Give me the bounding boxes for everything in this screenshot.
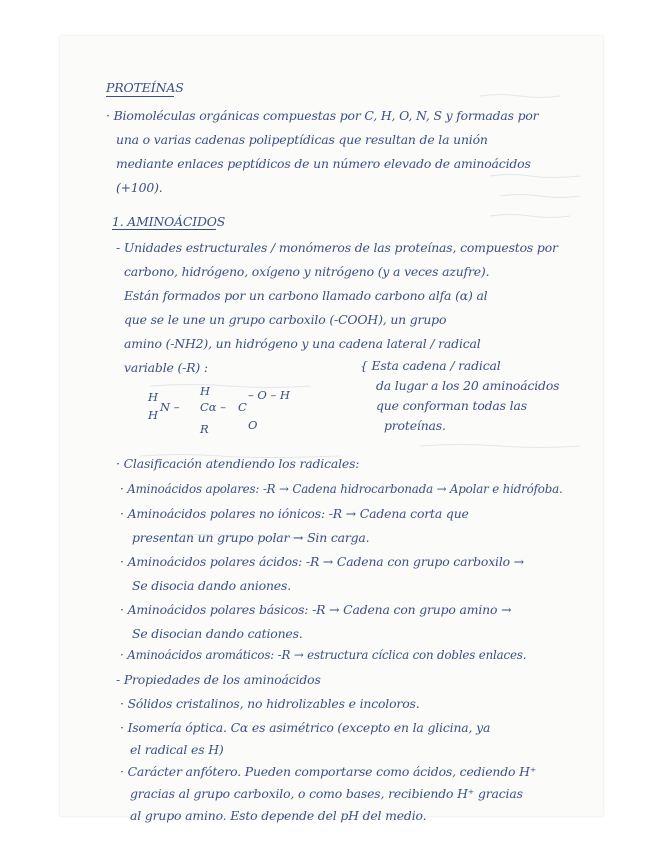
prop-line-2: · Isomería óptica. Cα es asimétrico (excepto en la glicina, ya: [120, 720, 491, 735]
note-line-4: proteínas.: [384, 418, 446, 433]
prop-line-6: al grupo amino. Esto depende del pH del medio.: [130, 808, 427, 823]
formula-c-alpha: Cα –: [200, 400, 226, 414]
intro-line-1: · Biomoléculas orgánicas compuestas por C, H, O, N, S y formadas por: [106, 108, 539, 123]
note-line-2: da lugar a los 20 aminoácidos: [376, 378, 560, 393]
page-title: PROTEÍNAS: [106, 80, 184, 95]
formula-h-left-top: H: [148, 390, 159, 404]
notebook-page: [60, 36, 603, 816]
formula-o: O: [248, 418, 258, 432]
section-heading-aminoacidos: 1. AMINOÁCIDOS: [112, 214, 226, 229]
intro-line-3: mediante enlaces peptídicos de un número elevado de aminoácidos: [116, 156, 531, 171]
prop-line-3: el radical es H): [130, 742, 224, 757]
aa-line-6: variable (-R) :: [124, 360, 208, 375]
class-line-5: Se disocia dando aniones.: [132, 578, 291, 593]
class-line-1: · Aminoácidos apolares: -R → Cadena hidrocarbonada → Apolar e hidrófoba.: [120, 482, 563, 496]
class-line-3: presentan un grupo polar → Sin carga.: [132, 530, 370, 545]
aa-line-3: Están formados por un carbono llamado carbono alfa (α) al: [124, 288, 488, 303]
prop-line-5: gracias al grupo carboxilo, o como bases, recibiendo H⁺ gracias: [130, 786, 523, 801]
formula-oh: – O – H: [248, 388, 290, 402]
aa-line-1: - Unidades estructurales / monómeros de las proteínas, compuestos por: [116, 240, 558, 255]
intro-line-4: (+100).: [116, 180, 163, 195]
class-line-7: Se disocian dando cationes.: [132, 626, 303, 641]
class-line-8: · Aminoácidos aromáticos: -R → estructura cíclica con dobles enlaces.: [120, 648, 527, 662]
aa-line-5: amino (-NH2), un hidrógeno y una cadena lateral / radical: [124, 336, 481, 351]
class-line-2: · Aminoácidos polares no iónicos: -R → Cadena corta que: [120, 506, 469, 521]
formula-h-top: H: [200, 384, 211, 398]
class-line-6: · Aminoácidos polares básicos: -R → Cadena con grupo amino →: [120, 602, 512, 617]
formula-r: R: [200, 422, 209, 436]
formula-h-left-bottom: H: [148, 408, 159, 422]
note-line-1: { Esta cadena / radical: [360, 358, 501, 373]
classification-heading: · Clasificación atendiendo los radicales:: [116, 456, 360, 471]
class-line-4: · Aminoácidos polares ácidos: -R → Cadena con grupo carboxilo →: [120, 554, 524, 569]
section-heading-underline: [112, 229, 216, 230]
formula-n: N –: [160, 400, 180, 414]
aa-line-4: que se le une un grupo carboxilo (-COOH), un grupo: [124, 312, 447, 327]
formula-c: C: [238, 400, 247, 414]
prop-line-4: · Carácter anfótero. Pueden comportarse como ácidos, cediendo H⁺: [120, 764, 537, 779]
properties-heading: - Propiedades de los aminoácidos: [116, 672, 321, 687]
prop-line-1: · Sólidos cristalinos, no hidrolizables e incoloros.: [120, 696, 420, 711]
title-underline: [106, 96, 174, 97]
aa-line-2: carbono, hidrógeno, oxígeno y nitrógeno (y a veces azufre).: [124, 264, 490, 279]
note-line-3: que conforman todas las: [376, 398, 527, 413]
intro-line-2: una o varias cadenas polipeptídicas que resultan de la unión: [116, 132, 488, 147]
